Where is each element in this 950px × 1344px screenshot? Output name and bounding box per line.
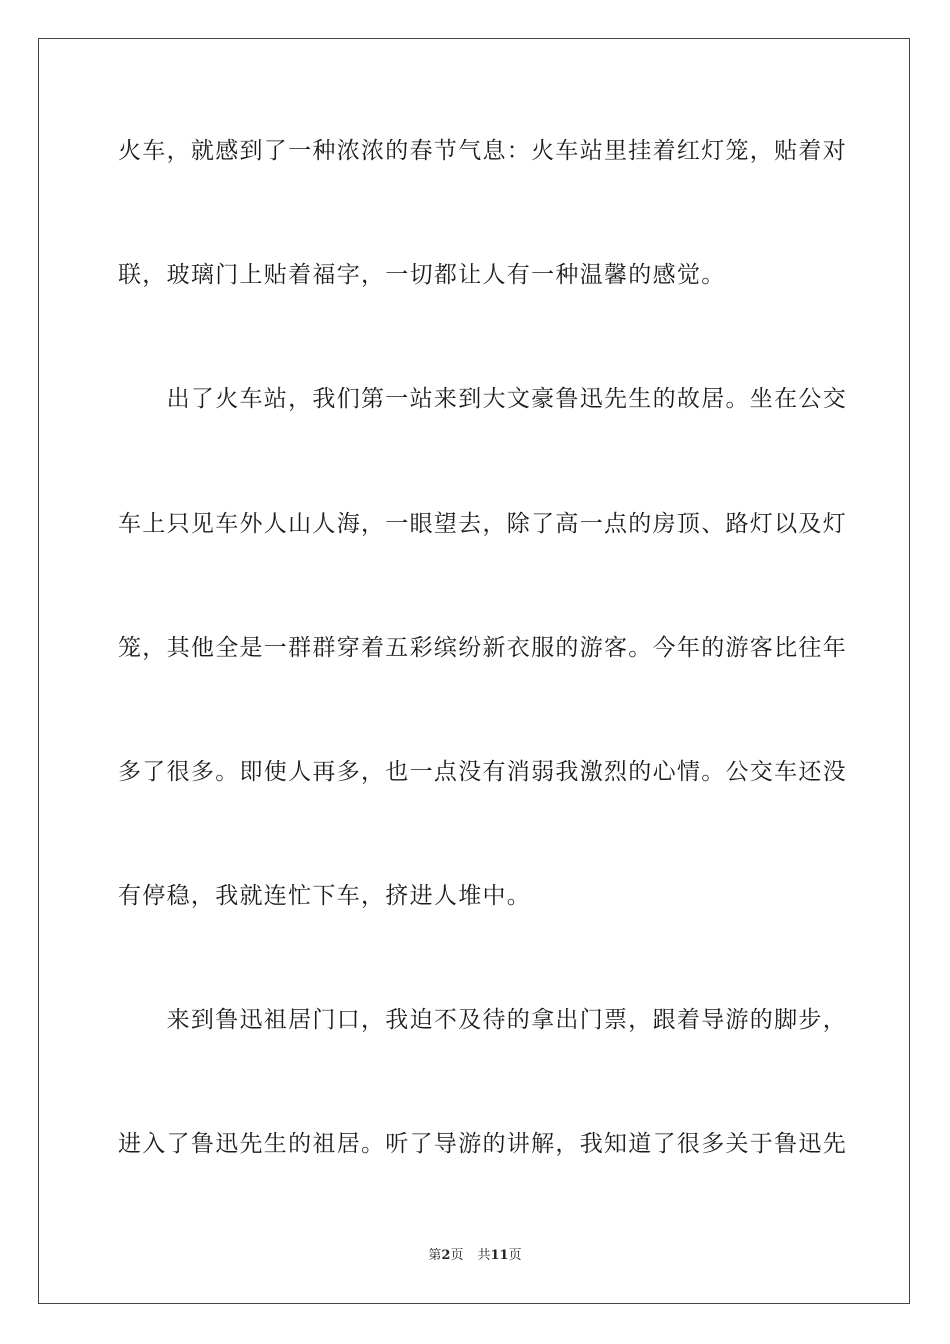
body-text-line: 进入了鲁迅先生的祖居。听了导游的讲解，我知道了很多关于鲁迅先 — [118, 1131, 847, 1157]
body-text-line: 来到鲁迅祖居门口，我迫不及待的拿出门票，跟着导游的脚步， — [118, 1007, 847, 1033]
page-border — [38, 38, 910, 1304]
body-text-line: 联，玻璃门上贴着福字，一切都让人有一种温馨的感觉。 — [118, 262, 726, 288]
body-text-line: 车上只见车外人山人海，一眼望去，除了高一点的房顶、路灯以及灯 — [118, 511, 847, 537]
body-text-line: 有停稳，我就连忙下车，挤进人堆中。 — [118, 883, 532, 909]
body-text-line: 笼，其他全是一群群穿着五彩缤纷新衣服的游客。今年的游客比往年 — [118, 635, 847, 661]
page-number-label: 第2页 — [428, 1248, 464, 1263]
page-footer — [0, 1247, 950, 1265]
body-text-line: 多了很多。即使人再多，也一点没有消弱我激烈的心情。公交车还没 — [118, 759, 847, 785]
total-pages-label: 共11页 — [477, 1248, 522, 1263]
body-text-line: 火车，就感到了一种浓浓的春节气息：火车站里挂着红灯笼，贴着对 — [118, 138, 847, 164]
body-text-line: 出了火车站，我们第一站来到大文豪鲁迅先生的故居。坐在公交 — [118, 386, 847, 412]
